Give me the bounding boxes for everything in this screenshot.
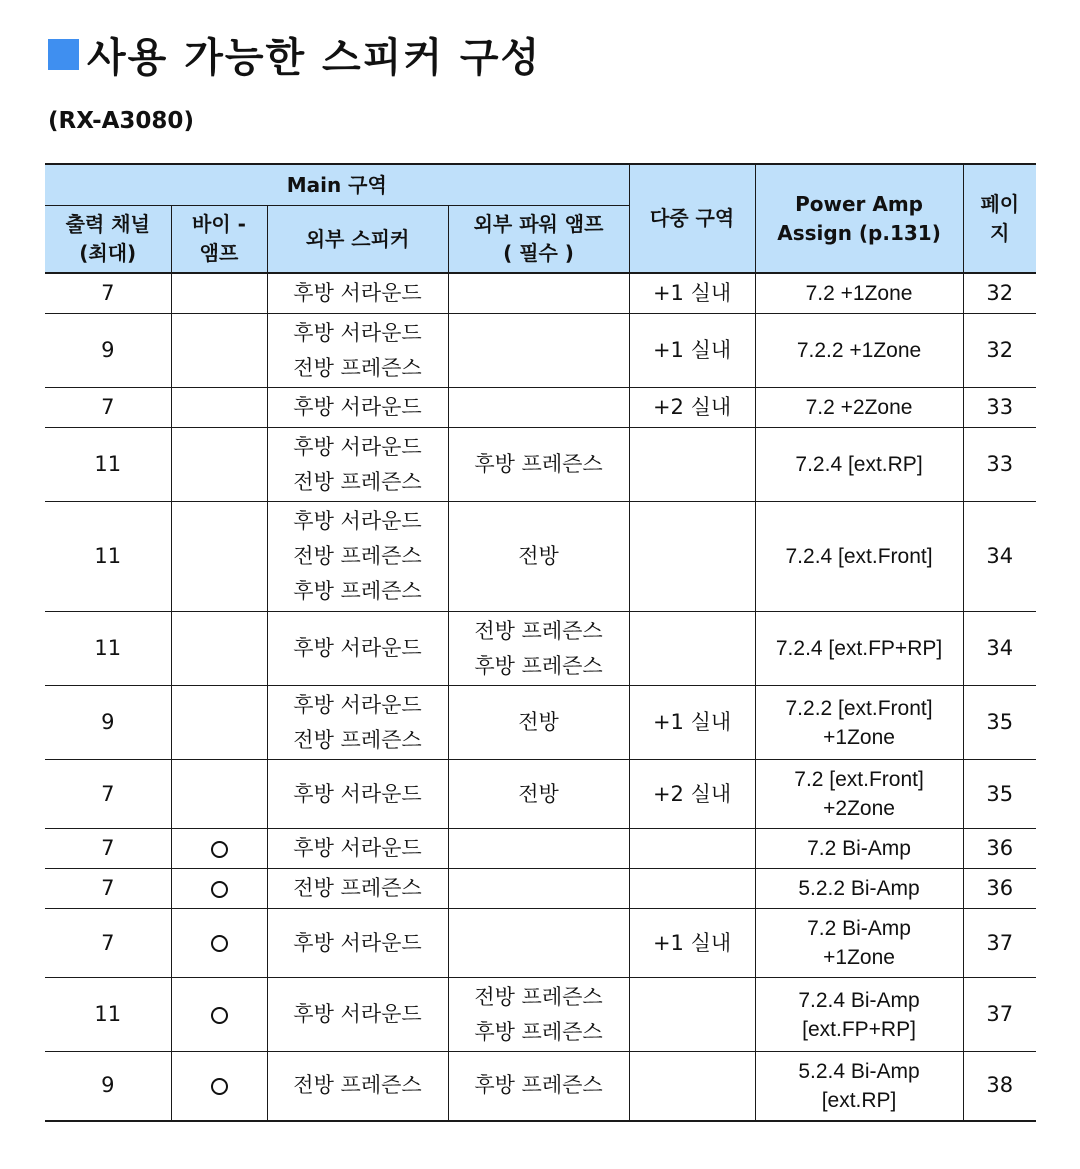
table-row [45, 869, 1036, 909]
power-amp-assign-cell [755, 1052, 963, 1121]
ext-amp-cell [448, 978, 629, 1052]
speaker-config-table [45, 163, 1036, 1122]
multi-zone-cell: +2 실내 [629, 760, 755, 829]
power-amp-assign-cell [755, 909, 963, 978]
ext-speaker-cell [267, 388, 448, 428]
ext-amp-cell [448, 428, 629, 502]
table-row [45, 314, 1036, 388]
page-cell: 35 [963, 760, 1036, 829]
amp-line: 전방 [518, 544, 559, 568]
amp-line: 전방 [518, 710, 559, 734]
multi-zone-cell: +1 실내 [629, 273, 755, 314]
speaker-line: 후방 서라운드 [293, 930, 422, 955]
power-amp-assign-cell [755, 273, 963, 314]
ext-speaker-cell [267, 909, 448, 978]
ext-amp-cell [448, 1052, 629, 1121]
ext-amp-header-line2: ( 필수 ) [503, 241, 574, 265]
multi-zone-cell [629, 612, 755, 686]
circle-mark-icon [211, 935, 228, 952]
page-cell: 36 [963, 829, 1036, 869]
multi-zone-cell: +2 실내 [629, 388, 755, 428]
channels-cell: 11 [45, 428, 171, 502]
channels-cell: 7 [45, 869, 171, 909]
biamp-header-line2: 앰프 [199, 241, 239, 265]
channels-cell: 7 [45, 829, 171, 869]
page-cell: 37 [963, 909, 1036, 978]
table-row [45, 1052, 1036, 1121]
channels-cell: 9 [45, 314, 171, 388]
power-amp-assign-cell [755, 388, 963, 428]
biamp-header-line1: 바이 - [192, 212, 246, 236]
multi-zone-cell [629, 829, 755, 869]
channels-cell: 9 [45, 1052, 171, 1121]
ext-speaker-cell [267, 273, 448, 314]
section-title [48, 26, 541, 83]
table-row [45, 760, 1036, 829]
circle-mark-icon [211, 881, 228, 898]
biamp-cell [171, 978, 267, 1052]
page-cell: 34 [963, 612, 1036, 686]
channels-cell: 7 [45, 760, 171, 829]
section-title-text: 사용 가능한 스피커 구성 [87, 35, 542, 81]
multi-zone-cell [629, 978, 755, 1052]
multi-zone-header: 다중 구역 [629, 164, 755, 273]
page-cell: 33 [963, 388, 1036, 428]
page-cell: 32 [963, 314, 1036, 388]
main-zone-header: Main 구역 [45, 164, 629, 206]
ext-amp-cell [448, 686, 629, 760]
multi-zone-cell: +1 실내 [629, 909, 755, 978]
amp-line: 전방 [518, 781, 559, 806]
power-amp-assign-cell [755, 829, 963, 869]
assign-line: 7.2.2 +1Zone [796, 339, 922, 362]
power-amp-assign-cell [755, 686, 963, 760]
biamp-cell [171, 273, 267, 314]
power-amp-assign-header [755, 164, 963, 273]
table-row [45, 273, 1036, 314]
ext-speaker-cell [267, 686, 448, 760]
power-amp-assign-cell [755, 314, 963, 388]
speaker-line: 전방 프레즌스 [293, 544, 422, 568]
speaker-line: 후방 서라운드 [293, 281, 422, 305]
biamp-cell [171, 1052, 267, 1121]
table-row [45, 612, 1036, 686]
ext-amp-cell [448, 314, 629, 388]
assign-line: 7.2 +2Zone [805, 396, 913, 419]
ext-speaker-cell [267, 612, 448, 686]
channels-cell: 7 [45, 909, 171, 978]
biamp-cell [171, 502, 267, 612]
page-header-line1: 페이 [980, 191, 1020, 216]
speaker-line: 후방 서라운드 [293, 395, 422, 419]
power-amp-assign-cell [755, 428, 963, 502]
channels-header [45, 206, 171, 274]
assign-line: 7.2 +1Zone [805, 282, 913, 305]
page-cell: 34 [963, 502, 1036, 612]
ext-amp-cell [448, 909, 629, 978]
speaker-line: 후방 서라운드 [293, 434, 422, 459]
assign-line: +1Zone [823, 725, 895, 749]
speaker-line: 후방 프레즌스 [293, 579, 422, 603]
channels-header-line2: (최대) [79, 241, 137, 265]
channels-cell: 11 [45, 612, 171, 686]
ext-amp-cell [448, 388, 629, 428]
ext-amp-cell [448, 273, 629, 314]
ext-speaker-cell [267, 829, 448, 869]
assign-line: 7.2 [ext.Front] [794, 768, 924, 791]
table-row [45, 686, 1036, 760]
speaker-line: 전방 프레즌스 [293, 469, 422, 494]
multi-zone-cell [629, 502, 755, 612]
ext-speaker-cell [267, 869, 448, 909]
biamp-cell [171, 314, 267, 388]
speaker-line: 후방 서라운드 [293, 636, 422, 660]
channels-cell: 7 [45, 388, 171, 428]
biamp-cell [171, 428, 267, 502]
ext-speaker-cell [267, 502, 448, 612]
ext-speaker-header: 외부 스피커 [267, 206, 448, 274]
ext-speaker-cell [267, 314, 448, 388]
ext-amp-cell [448, 829, 629, 869]
biamp-cell [171, 686, 267, 760]
power-amp-assign-cell [755, 502, 963, 612]
biamp-cell [171, 829, 267, 869]
table-row [45, 978, 1036, 1052]
assign-line: 5.2.4 Bi-Amp [798, 1059, 920, 1083]
amp-line: 전방 프레즌스 [474, 984, 603, 1009]
assign-line: 7.2.2 [ext.Front] [785, 696, 933, 720]
amp-line: 전방 프레즌스 [474, 618, 603, 643]
table-row [45, 829, 1036, 869]
multi-zone-cell: +1 실내 [629, 686, 755, 760]
speaker-line: 후방 서라운드 [293, 1002, 422, 1026]
biamp-header [171, 206, 267, 274]
amp-line: 후방 프레즌스 [474, 452, 603, 476]
channels-header-line1: 출력 채널 [65, 212, 150, 236]
power-amp-assign-cell [755, 612, 963, 686]
ext-speaker-cell [267, 1052, 448, 1121]
ext-amp-cell [448, 612, 629, 686]
biamp-cell [171, 612, 267, 686]
amp-line: 후방 프레즌스 [474, 653, 603, 678]
ext-speaker-cell [267, 978, 448, 1052]
speaker-line: 전방 프레즌스 [293, 727, 422, 752]
circle-mark-icon [211, 1078, 228, 1095]
page-header [963, 164, 1036, 273]
multi-zone-cell [629, 428, 755, 502]
table-row [45, 909, 1036, 978]
page-cell: 37 [963, 978, 1036, 1052]
assign-line: 7.2.4 [ext.Front] [785, 545, 933, 568]
channels-cell: 11 [45, 978, 171, 1052]
speaker-line: 후방 서라운드 [293, 836, 422, 860]
table-row [45, 428, 1036, 502]
power-amp-assign-cell [755, 760, 963, 829]
speaker-line: 후방 서라운드 [293, 320, 422, 345]
assign-line: +2Zone [823, 797, 895, 820]
speaker-line: 후방 서라운드 [293, 692, 422, 717]
biamp-cell [171, 869, 267, 909]
power-amp-assign-cell [755, 978, 963, 1052]
assign-line: 7.2 Bi-Amp [807, 837, 911, 860]
speaker-line: 후방 서라운드 [293, 509, 422, 533]
page-cell: 35 [963, 686, 1036, 760]
multi-zone-cell: +1 실내 [629, 314, 755, 388]
power-amp-header-line1: Power Amp [795, 191, 923, 216]
ext-amp-cell [448, 760, 629, 829]
circle-mark-icon [211, 1007, 228, 1024]
multi-zone-cell [629, 869, 755, 909]
amp-line: 후방 프레즌스 [474, 1019, 603, 1044]
biamp-cell [171, 909, 267, 978]
speaker-line: 후방 서라운드 [293, 781, 422, 806]
table-row [45, 388, 1036, 428]
page-cell: 32 [963, 273, 1036, 314]
biamp-cell [171, 760, 267, 829]
assign-line: +1Zone [823, 946, 895, 969]
page-header-line2: 지 [990, 220, 1010, 245]
ext-amp-header [448, 206, 629, 274]
circle-mark-icon [211, 841, 228, 858]
table-row [45, 502, 1036, 612]
ext-amp-header-line1: 외부 파워 앰프 [473, 212, 604, 236]
table-body [45, 273, 1036, 1121]
page-cell: 36 [963, 869, 1036, 909]
channels-cell: 11 [45, 502, 171, 612]
assign-line: 5.2.2 Bi-Amp [798, 877, 920, 900]
assign-line: [ext.RP] [821, 1088, 897, 1112]
ext-speaker-cell [267, 428, 448, 502]
power-amp-assign-cell [755, 869, 963, 909]
multi-zone-cell [629, 1052, 755, 1121]
ext-speaker-cell [267, 760, 448, 829]
speaker-line: 전방 프레즌스 [293, 876, 422, 900]
channels-cell: 9 [45, 686, 171, 760]
assign-line: 7.2.4 [ext.RP] [795, 453, 923, 476]
blue-square-icon [48, 39, 79, 70]
page-cell: 38 [963, 1052, 1036, 1121]
model-name: (RX-A3080) [48, 108, 194, 134]
assign-line: [ext.FP+RP] [802, 1017, 916, 1041]
assign-line: 7.2.4 [ext.FP+RP] [775, 637, 943, 660]
amp-line: 후방 프레즌스 [474, 1073, 603, 1098]
page-cell: 33 [963, 428, 1036, 502]
channels-cell: 7 [45, 273, 171, 314]
assign-line: 7.2 Bi-Amp [807, 917, 911, 940]
power-amp-header-line2: Assign (p.131) [777, 220, 941, 245]
biamp-cell [171, 388, 267, 428]
ext-amp-cell [448, 869, 629, 909]
assign-line: 7.2.4 Bi-Amp [798, 988, 920, 1012]
speaker-line: 전방 프레즌스 [293, 1073, 422, 1098]
ext-amp-cell [448, 502, 629, 612]
speaker-line: 전방 프레즌스 [293, 355, 422, 380]
